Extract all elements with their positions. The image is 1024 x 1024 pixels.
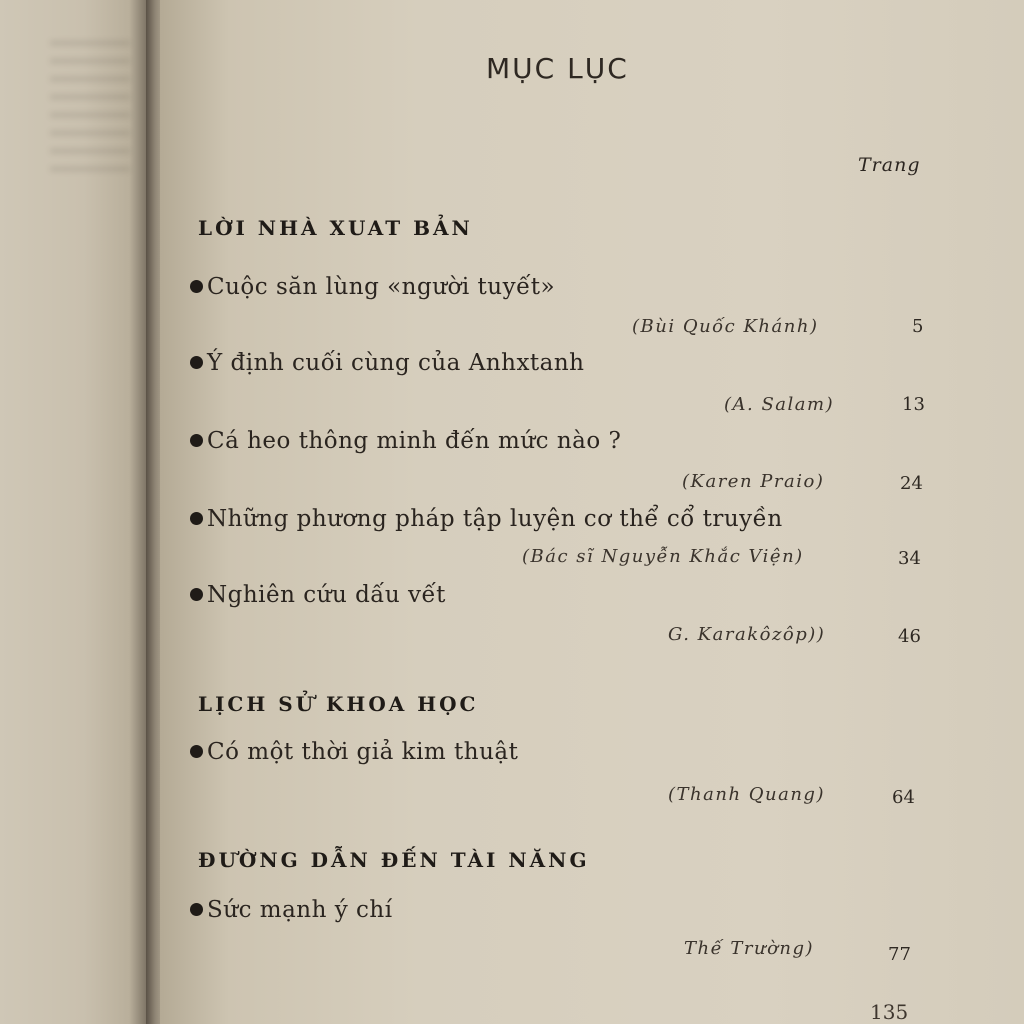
entry-page-number: 24 — [900, 473, 923, 494]
blurred-left-page-text — [50, 40, 130, 180]
entry-page-number: 5 — [912, 316, 924, 337]
entry-author: G. Karakôzôp)) — [668, 624, 826, 645]
entry-author: (Bác sĩ Nguyễn Khắc Viện) — [522, 546, 804, 567]
toc-entry — [190, 274, 555, 300]
entry-author: (Karen Praio) — [682, 471, 825, 492]
bullet-icon — [190, 280, 203, 293]
section-heading: LỜI NHÀ XUAT BẢN — [198, 216, 473, 240]
bullet-icon — [190, 434, 203, 447]
entry-page-number: 77 — [888, 944, 911, 965]
entry-title: Những phương pháp tập luyện cơ thể cổ truyền — [207, 506, 783, 532]
entry-title: Có một thời giả kim thuật — [207, 739, 519, 765]
bullet-icon — [190, 512, 203, 525]
section-heading: LỊCH SỬ KHOA HỌC — [198, 692, 479, 716]
entry-title: Nghiên cứu dấu vết — [207, 582, 446, 608]
entry-title: Sức mạnh ý chí — [207, 897, 393, 923]
entry-page-number: 13 — [902, 394, 925, 415]
section-heading: ĐƯỜNG DẪN ĐẾN TÀI NĂNG — [198, 848, 590, 872]
entry-page-number: 34 — [898, 548, 921, 569]
entry-title: Cuộc săn lùng «người tuyết» — [207, 274, 556, 300]
toc-entry — [190, 739, 518, 765]
bullet-icon — [190, 903, 203, 916]
entry-page-number: 64 — [892, 787, 915, 808]
bullet-icon — [190, 745, 203, 758]
entry-author: (Bùi Quốc Khánh) — [632, 316, 819, 337]
page-title: MỤC LỤC — [486, 52, 629, 85]
entry-page-number: 46 — [898, 626, 921, 647]
toc-entry — [190, 506, 783, 532]
toc-entry — [190, 350, 585, 376]
bullet-icon — [190, 588, 203, 601]
page-column-label: Trang — [858, 154, 921, 176]
entry-author: Thế Trường) — [684, 938, 815, 959]
toc-entry — [190, 582, 446, 608]
footer-page-number: 135 — [870, 1000, 909, 1024]
entry-author: (A. Salam) — [724, 394, 835, 415]
entry-author: (Thanh Quang) — [668, 784, 825, 805]
entry-title: Cá heo thông minh đến mức nào ? — [207, 428, 622, 454]
entry-title: Ý định cuối cùng của Anhxtanh — [207, 350, 585, 376]
toc-entry — [190, 897, 393, 923]
toc-entry — [190, 428, 621, 454]
left-page — [0, 0, 152, 1024]
bullet-icon — [190, 356, 203, 369]
